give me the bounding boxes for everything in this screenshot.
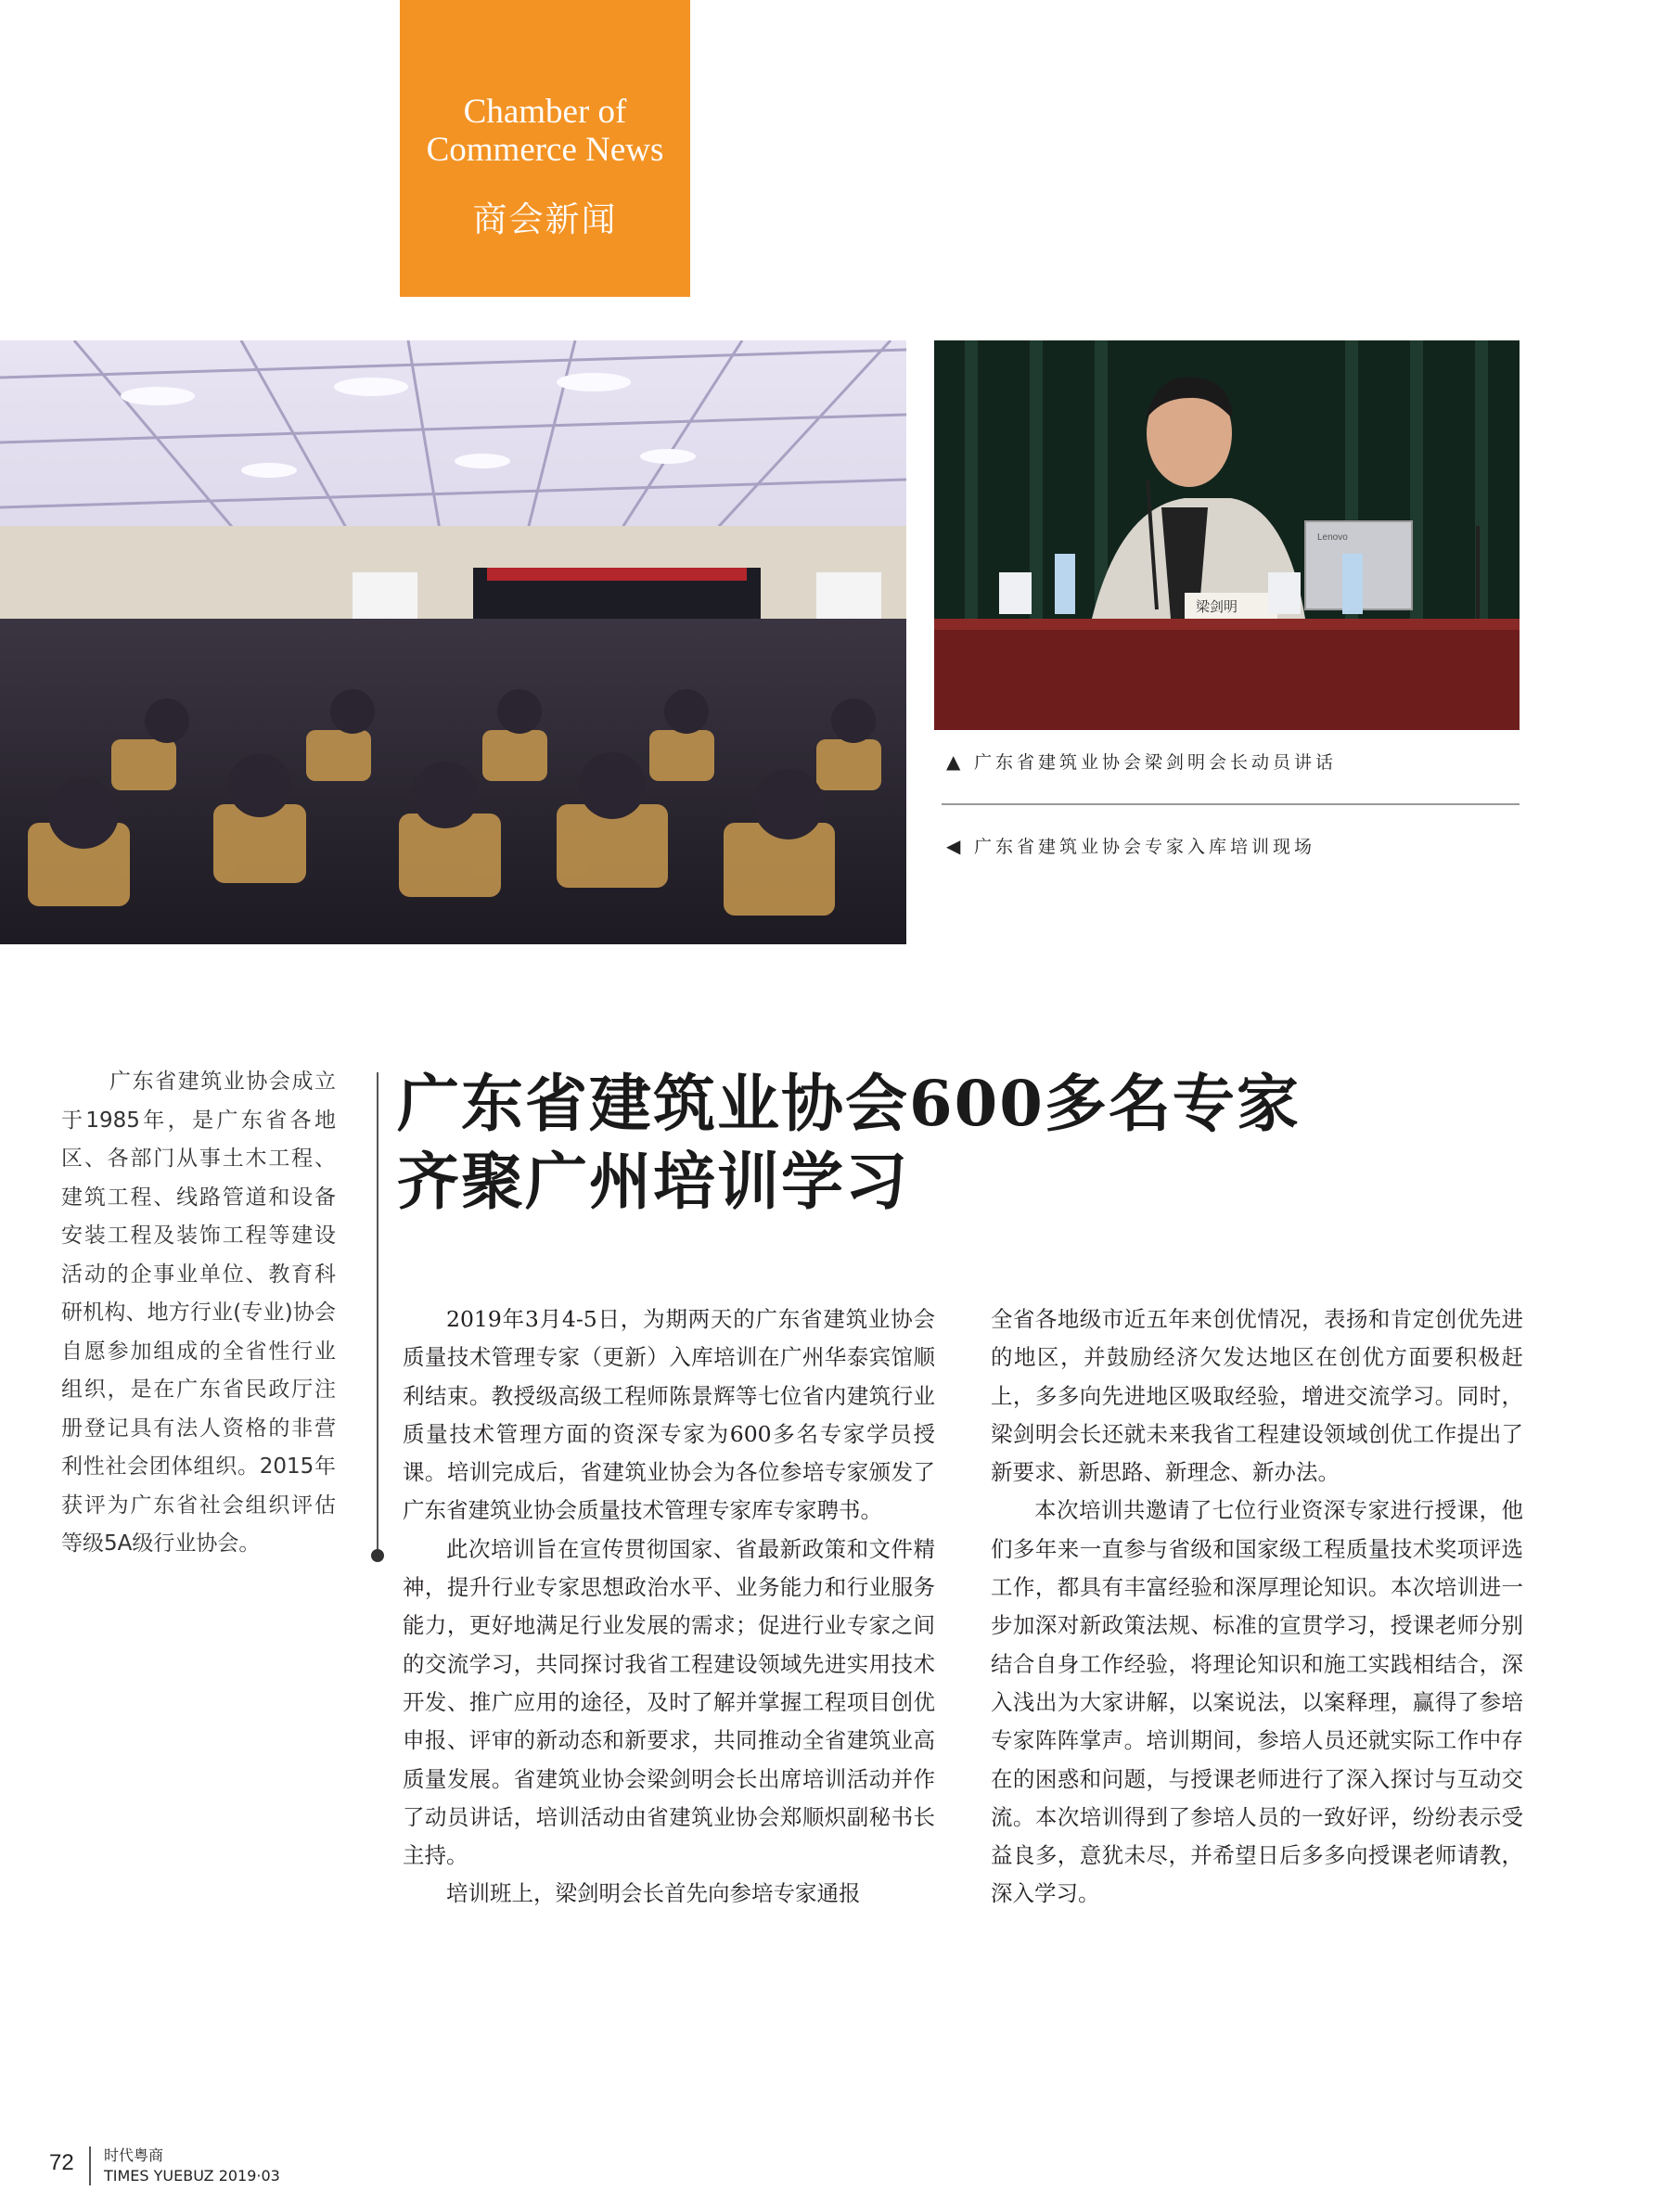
speaker-nameplate: 梁剑明 (1196, 598, 1238, 615)
section-title-cn: 商会新闻 (472, 199, 618, 239)
footer-divider (89, 2146, 91, 2185)
headline-line-1: 广东省建筑业协会600多名专家 (397, 1067, 1301, 1140)
laptop-brand: Lenovo (1317, 532, 1348, 543)
article-column-1 (403, 1301, 935, 1914)
headline-line-2: 齐聚广州培训学习 (397, 1145, 909, 1218)
magazine-name-en: TIMES YUEBUZ 2019·03 (104, 2167, 280, 2185)
vertical-divider (377, 1072, 378, 1558)
section-title-en: Chamber of Commerce News (426, 93, 664, 169)
caption-top-text: 广东省建筑业协会梁剑明会长动员讲话 (974, 752, 1338, 773)
up-triangle-icon: ▲ (946, 750, 965, 773)
conference-hall-photo (0, 340, 906, 944)
photo-caption-top (946, 749, 1337, 774)
article-headline (397, 1065, 1538, 1221)
association-intro: 广东省建筑业协会成立于1985年，是广东省各地区、各部门从事土木工程、建筑工程、线路管道和设备安装工程及装饰工程等建设活动的企事业单位、教育科研机构、地方行业(专业)协会自愿参加组成的全省性行业组织，是在广东省民政厅注册登记具有法人资格的非营利性社会团体组织。2015年获评为广东省社会组织评估等级5A级行业协会。 (61, 1070, 336, 1556)
caption-bottom-text: 广东省建筑业协会专家入库培训现场 (974, 837, 1316, 857)
article-paragraph: 培训班上，梁剑明会长首先向参培专家通报 (446, 1880, 861, 1907)
magazine-name-cn: 时代粤商 (104, 2146, 164, 2164)
article-paragraph: 本次培训共邀请了七位行业资深专家进行授课，他们多年来一直参与省级和国家级工程质量技术奖项评选工作，都具有丰富经验和深厚理论知识。本次培训进一步加深对新政策法规、标准的宣贯学习，授课老师分别结合自身工作经验，将理论知识和施工实践相结合，深入浅出为大家讲解，以案说法，以案释理，赢得了参培专家阵阵掌声。培训期间，参培人员还就实际工作中存在的困惑和问题，与授课老师进行了深入探讨与互动交流。本次培训得到了参培人员的一致好评，纷纷表示受益良多，意犹未尽，并希望日后多多向授课老师请教，深入学习。 (991, 1497, 1523, 1907)
section-tab (400, 0, 690, 297)
speaker-image (934, 340, 1520, 730)
left-triangle-icon: ◀ (946, 835, 965, 857)
article-paragraph: 此次培训旨在宣传贯彻国家、省最新政策和文件精神，提升行业专家思想政治水平、业务能力和行业服务能力，更好地满足行业发展的需求；促进行业专家之间的交流学习，共同探讨我省工程建设领域先进实用技术开发、推广应用的途径，及时了解并掌握工程项目创优申报、评审的新动态和新要求，共同推动全省建筑业高质量发展。省建筑业协会梁剑明会长出席培训活动并作了动员讲话，培训活动由省建筑业协会郑顺炽副秘书长主持。 (403, 1535, 935, 1869)
magazine-info (104, 2146, 280, 2186)
page-number: 72 (49, 2150, 74, 2175)
article-column-2 (991, 1301, 1523, 1914)
divider-dot (371, 1549, 384, 1562)
speaker-photo (934, 340, 1520, 730)
article-paragraph: 全省各地级市近五年来创优情况，表扬和肯定创优先进的地区，并鼓励经济欠发达地区在创优方面要积极赶上，多多向先进地区吸取经验，增进交流学习。同时，梁剑明会长还就未来我省工程建设领域创优工作提出了新要求、新思路、新理念、新办法。 (991, 1306, 1523, 1486)
conference-hall-image (0, 340, 906, 944)
photo-caption-bottom (946, 833, 1315, 858)
article-paragraph: 2019年3月4-5日，为期两天的广东省建筑业协会质量技术管理专家（更新）入库培训在广州华泰宾馆顺利结束。教授级高级工程师陈景辉等七位省内建筑行业质量技术管理方面的资深专家为600多名专家学员授课。培训完成后，省建筑业协会为各位参培专家颁发了广东省建筑业协会质量技术管理专家库专家聘书。 (403, 1306, 935, 1524)
caption-divider (942, 803, 1520, 805)
